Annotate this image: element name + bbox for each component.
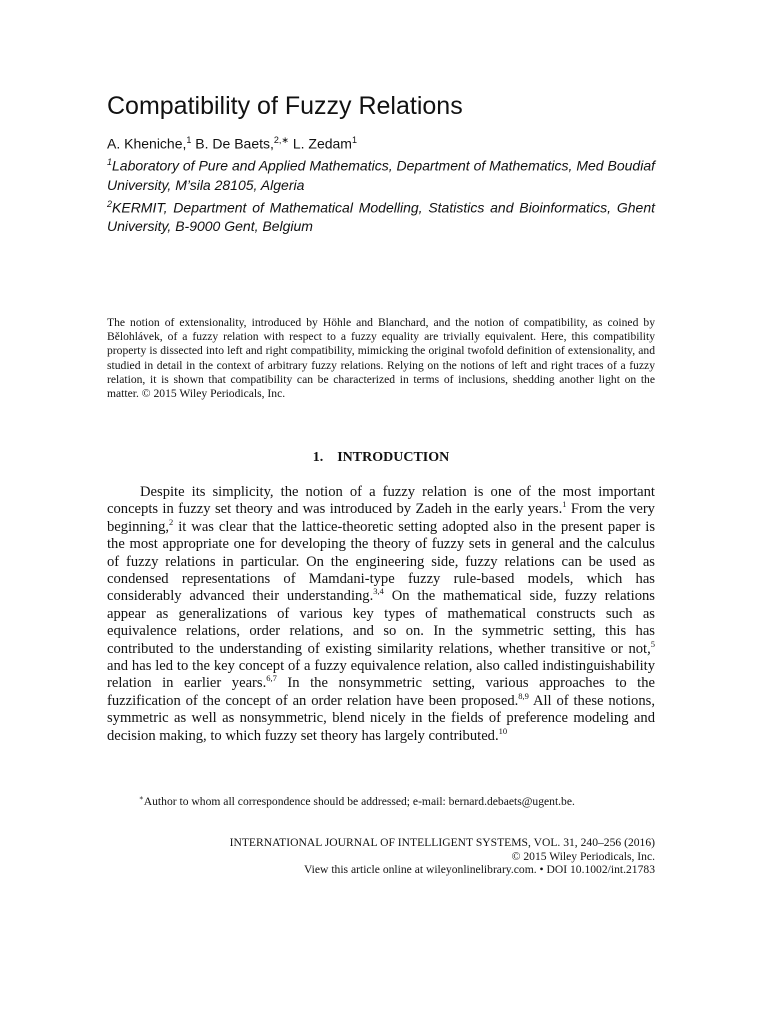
paragraph-text: it was clear that the lattice-theoretic setting adopted also in the present paper is the most appropriate one for developing the theory of fuzzy sets in general and the calculus of fuzzy relations in particular. On the engineering side, fuzzy relations can be used as condensed representations of Mamdani-type fuzzy rule-based models, which has considerably advanced their understanding. [107,518,655,605]
author-list [107,135,357,152]
doi-line: View this article online at wileyonlinelibrary.com. • DOI 10.1002/int.21783 [304,863,655,876]
citation-mark: 3,4 [373,586,384,597]
citation-mark: 5 [650,638,655,649]
affiliation-mark: 1 [107,157,113,167]
introduction-paragraph [107,484,655,745]
footnote [107,795,655,809]
affiliation [107,195,655,237]
section-title: INTRODUCTION [337,450,450,465]
citation-mark: 1 [562,499,567,510]
affiliation-mark: 2 [107,198,113,209]
paragraph-text: From the very beginning, [107,501,655,535]
paragraph-text: All of these notions, symmetric as well as nonsymmetric, blend nicely in the fields of preference modeling and decision making, to which fuzzy set theory has largely contributed. [107,692,655,744]
affiliation [107,153,655,195]
paragraph-text: and has led to the key concept of a fuzzy equivalence relation, also called indistinguishability relation in earlier years. [107,658,655,692]
author-affiliation-mark: 1 [186,135,192,145]
footnote-text: Author to whom all correspondence should be addressed; e-mail: bernard.debaets@ugent.be. [143,795,575,808]
section-number: 1. [312,450,324,465]
section-heading [107,450,655,466]
author-name: B. De Baets, [195,135,274,152]
affiliation-list [107,153,655,236]
paragraph-text: In the nonsymmetric setting, various approaches to the fuzzification of the concept of an order relation have been proposed. [107,675,655,709]
paper-title: Compatibility of Fuzzy Relations [107,92,463,120]
journal-citation: INTERNATIONAL JOURNAL OF INTELLIGENT SYSTEMS, VOL. 31, 240–256 (2016) [229,836,655,849]
affiliation-text: Laboratory of Pure and Applied Mathematics, Department of Mathematics, Med Boudiaf University, M’sila 28105, Algeria [107,157,655,193]
footnote-mark: ∗ [139,794,144,803]
copyright-line: © 2015 Wiley Periodicals, Inc. [511,849,655,863]
paragraph-text: Despite its simplicity, the notion of a fuzzy relation is one of the most important concepts in fuzzy set theory and was introduced by Zadeh in the early years. [107,484,655,518]
citation-mark: 8,9 [518,691,529,702]
citation-mark: 6,7 [266,673,277,684]
journal-info [107,836,655,877]
affiliation-text: KERMIT, Department of Mathematical Modelling, Statistics and Bioinformatics, Ghent University, B-9000 Gent, Belgium [107,199,655,235]
author-affiliation-mark: 2,∗ [273,135,289,145]
author-name: A. Kheniche, [107,135,187,152]
paper-page [107,0,655,1024]
author-name: L. Zedam [292,135,352,152]
citation-mark: 10 [498,725,508,736]
paragraph-text: On the mathematical side, fuzzy relations appear as generalizations of various key types of mathematical constructs such as equivalence relations, order relations, and so on. In the symmetric setting, this has contributed to the understanding of existing similarity relations, whether transitive or not, [107,588,655,657]
abstract: The notion of extensionality, introduced by Höhle and Blanchard, and the notion of compatibility, as coined by Bělohlávek, of a fuzzy relation with respect to a fuzzy equality are trivially equivalent. Here, this compatibility property is dissected into left and right compatibility, mimicking the original twofold definition of extensionality, and studied in detail in the context of arbitrary fuzzy relations. Relying on the notions of left and right traces of a fuzzy relation, it is shown that compatibility can be characterized in terms of inclusions, shedding another light on the matter. © 2015 Wiley Periodicals, Inc. [107,316,655,401]
citation-mark: 2 [169,516,174,527]
author-affiliation-mark: 1 [351,135,357,145]
